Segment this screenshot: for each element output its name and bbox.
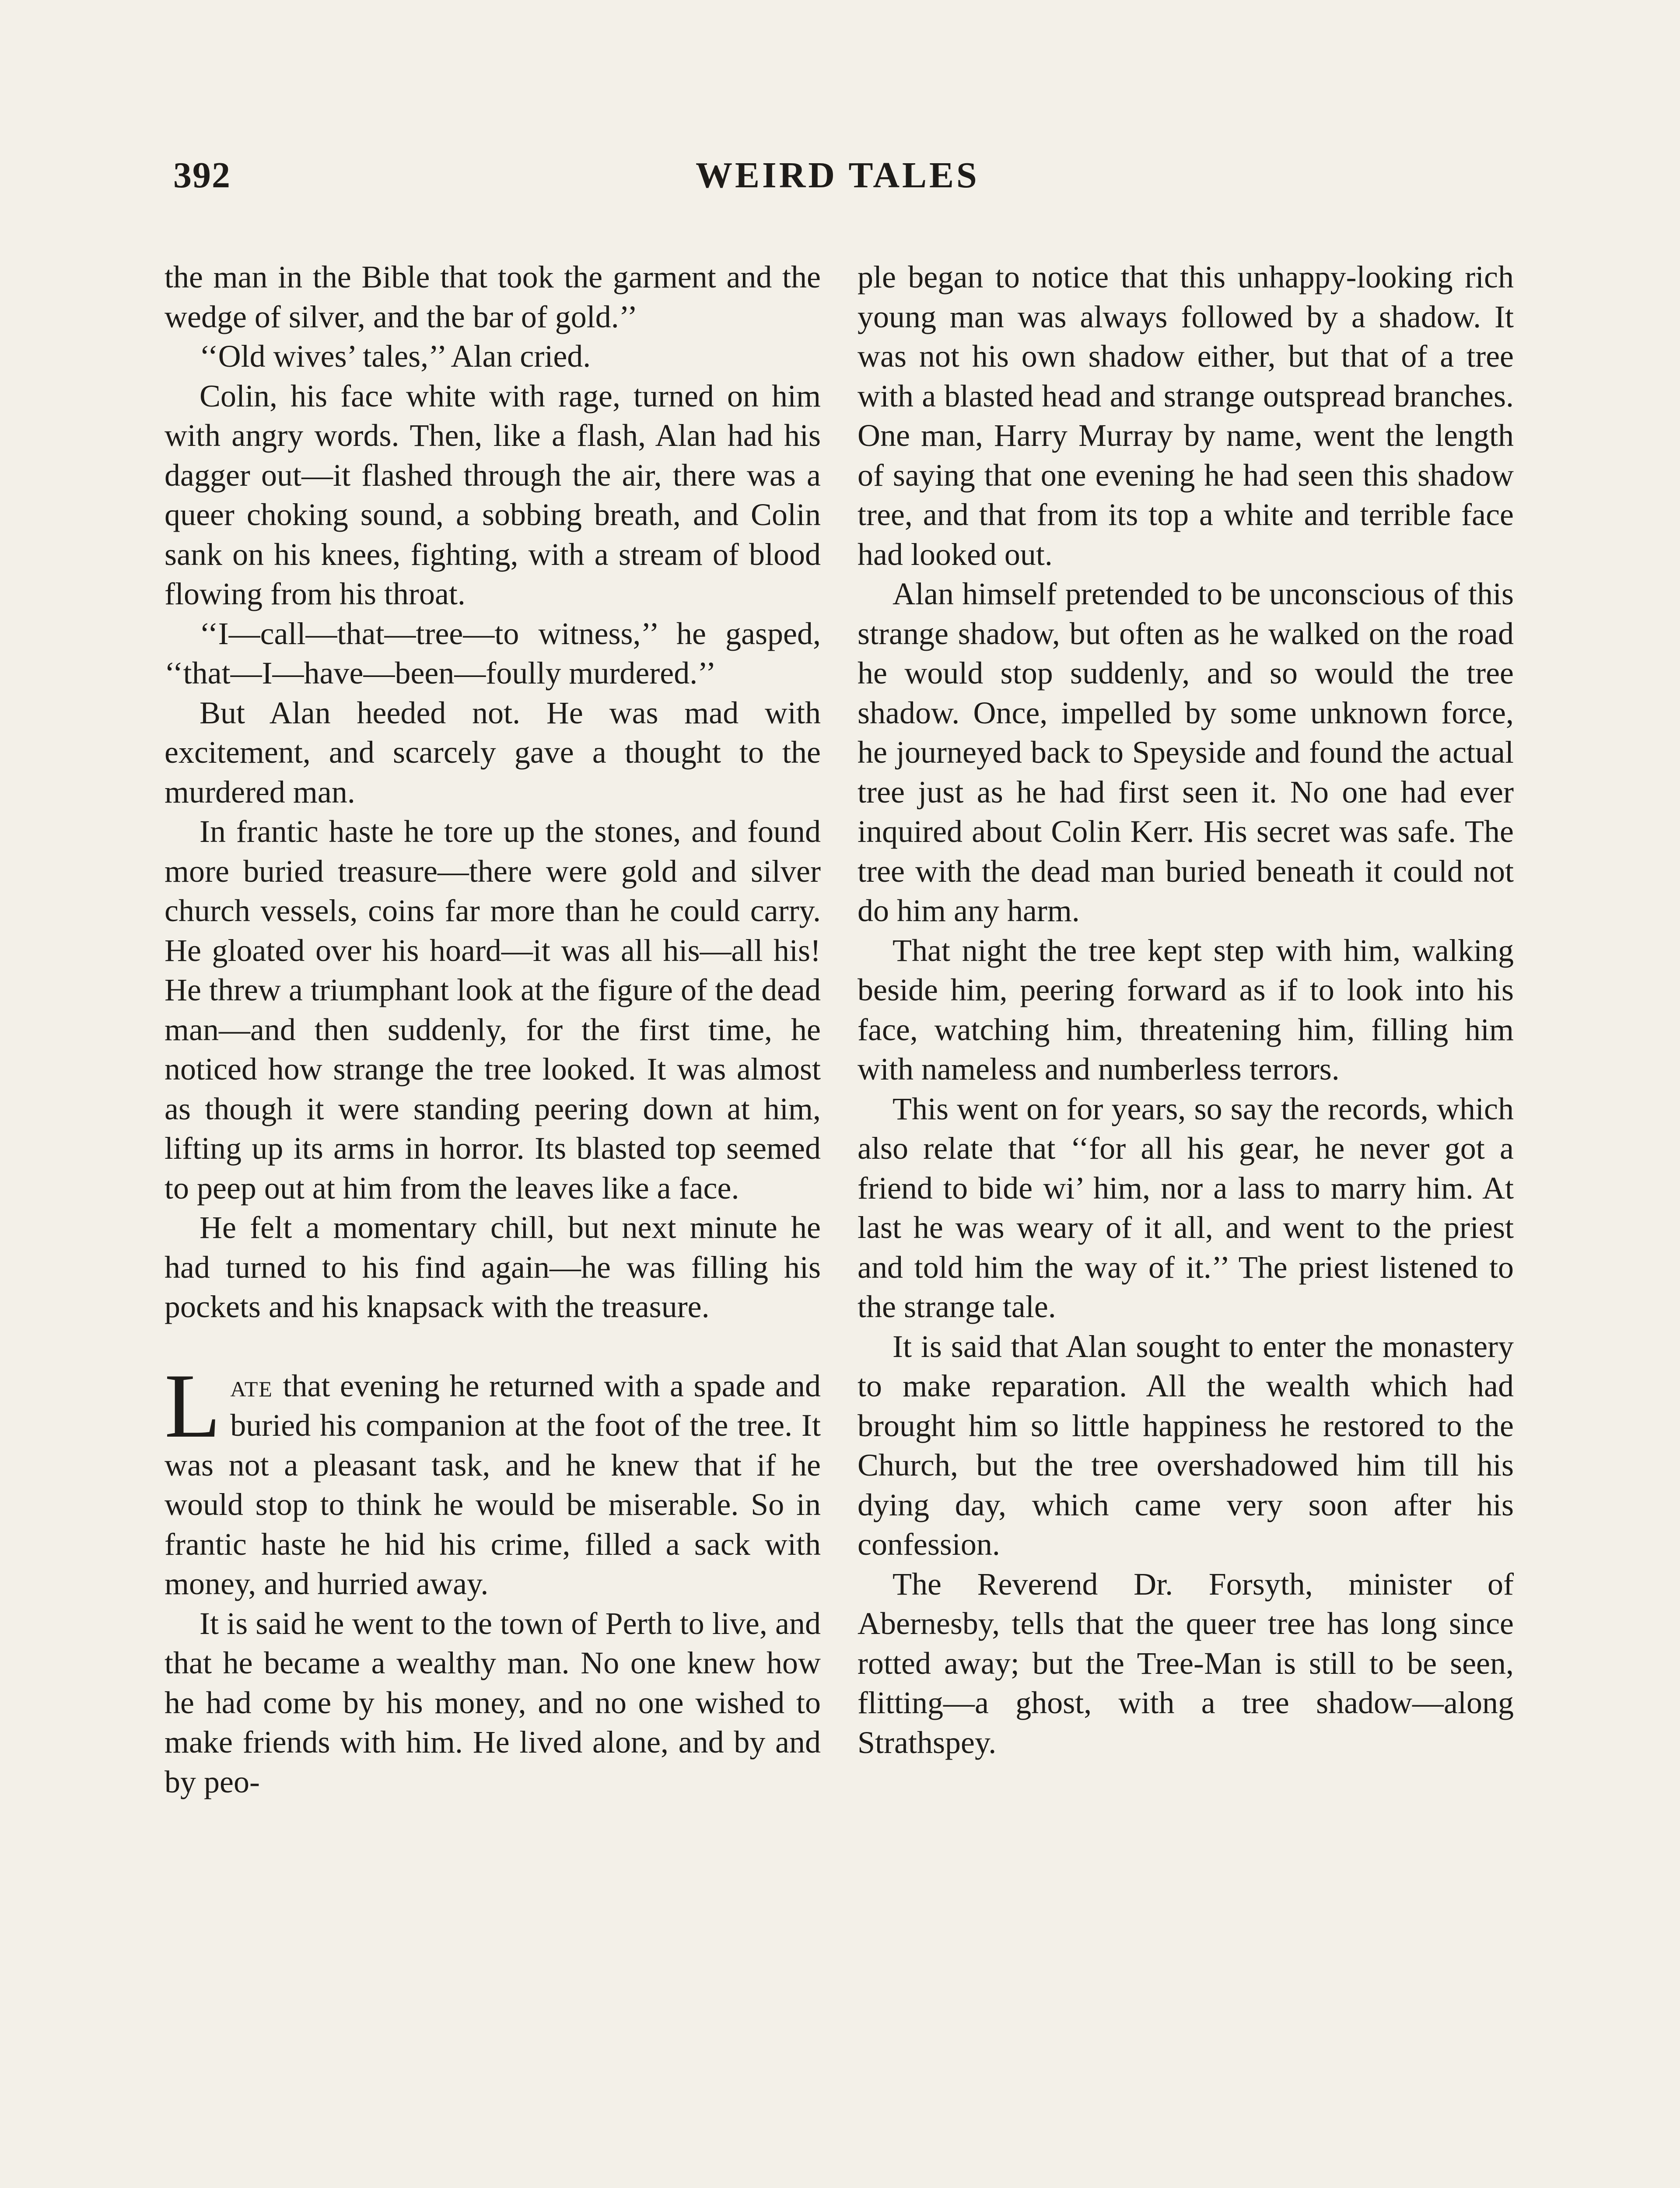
section-opening-paragraph bbox=[164, 1355, 821, 1604]
paragraph: Colin, his face white with rage, turned on him with angry words. Then, like a flash, Alan had his dagger out—it flashed through the air, there was a queer choking sound, a sobbing breath, and Colin sank on his knees, fighting, with a stream of blood flowing from his throat. bbox=[164, 378, 821, 611]
paragraph: ple began to notice that this unhappy-looking rich young man was always followed by a shadow. It was not his own shadow either, but that of a tree with a blasted head and strange outspread branches. One man, Harry Murray by name, went the length of saying that one evening he had seen this shadow tree, and that from its top a white and terrible face had looked out. bbox=[858, 259, 1514, 572]
small-caps-lead: ate bbox=[230, 1368, 273, 1403]
paragraph: It is said he went to the town of Perth to live, and that he became a wealthy man. No one knew how he had come by his money, and no one wished to make friends with him. He lived alone, and by and by peo- bbox=[164, 1606, 821, 1799]
running-head bbox=[0, 154, 1680, 207]
paragraph: Alan himself pretended to be unconscious of this strange shadow, but often as he walked on the road he would stop suddenly, and so would the tree shadow. Once, impelled by some unknown force, he journeyed back to Speyside and found the actual tree just as he had first seen it. No one had ever inquired about Colin Kerr. His secret was safe. The tree with the dead man buried beneath it could not do him any harm. bbox=[858, 576, 1514, 928]
paragraph: He felt a momentary chill, but next minute he had turned to his find again—he was filling his pockets and his knapsack with the treasure. bbox=[164, 1210, 821, 1324]
left-column bbox=[164, 257, 821, 1802]
paragraph: ‘‘Old wives’ tales,’’ Alan cried. bbox=[200, 339, 591, 374]
paragraph: In frantic haste he tore up the stones, and found more buried treasure—there were gold and silver church vessels, coins far more than he could carry. He gloated over his hoard—it was all his—all his! He threw a triumphant look at the figure of the dead man—and then suddenly, for the first time, he noticed how strange the tree looked. It was almost as though it were standing peering down at him, lifting up its arms in horror. Its blasted top seemed to peep out at him from the leaves like a face. bbox=[164, 814, 821, 1206]
drop-cap: L bbox=[164, 1355, 221, 1457]
paragraph: This went on for years, so say the records, which also relate that ‘‘for all his gear, he never got a friend to bide wi’ him, nor a lass to marry him. At last he was weary of it all, and went to the priest and told him the way of it.’’ The priest listened to the strange tale. bbox=[858, 1091, 1514, 1324]
paragraph: That night the tree kept step with him, walking beside him, peering forward as if to look into his face, watching him, threatening him, filling him with nameless and numberless terrors. bbox=[858, 933, 1514, 1087]
paragraph: But Alan heeded not. He was mad with excitement, and scarcely gave a thought to the murdered man. bbox=[164, 695, 821, 810]
paragraph: It is said that Alan sought to enter the monastery to make reparation. All the wealth which had brought him so little happiness he restored to the Church, but the tree overshadowed him till his dying day, which came very soon after his confession. bbox=[858, 1329, 1514, 1562]
paragraph: ‘‘I—call—that—tree—to witness,’’ he gasped, ‘‘that—I—have—been—foully murdered.’’ bbox=[164, 616, 821, 691]
page-number: 392 bbox=[173, 155, 231, 196]
magazine-title: WEIRD TALES bbox=[696, 155, 980, 196]
paragraph: the man in the Bible that took the garment and the wedge of silver, and the bar of gold.’’ bbox=[164, 259, 821, 334]
paragraph: The Reverend Dr. Forsyth, minister of Abernesby, tells that the queer tree has long since rotted away; but the Tree-Man is still to be seen, flitting—a ghost, with a tree shadow—along Strathspey. bbox=[858, 1566, 1514, 1760]
right-column bbox=[858, 257, 1514, 1762]
paragraph-text: that evening he returned with a spade and buried his companion at the foot of the tree. It was not a pleasant task, and he knew that if he would stop to think he would be miserable. So in frantic haste he hid his crime, filled a sack with money, and hurried away. bbox=[164, 1368, 821, 1601]
